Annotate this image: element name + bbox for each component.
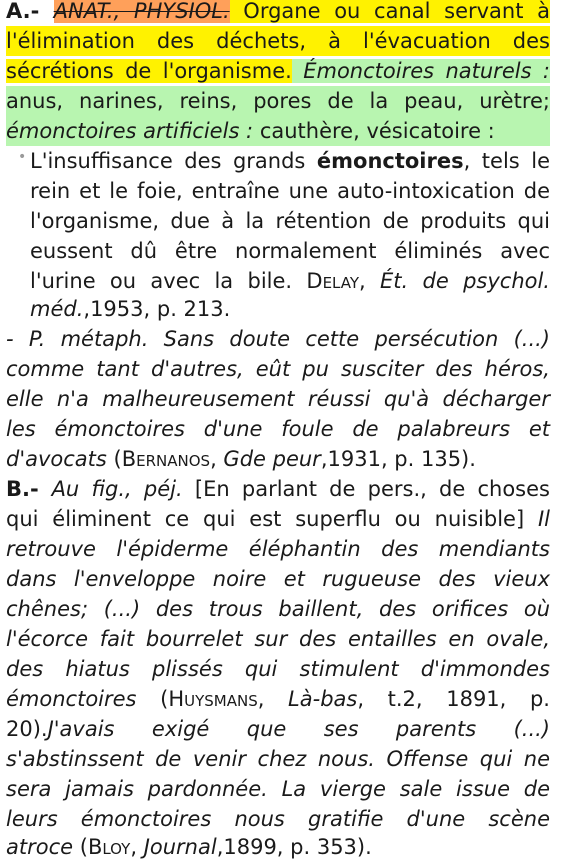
quote-text: comme tant d'autres, eût pu susciter des héros,: [6, 357, 550, 381]
line-10: l'urine ou avec la bile. Delay, Ét. de psychol.: [30, 269, 550, 293]
quote-text: l'écorce fait bourrelet sur des entailles en ovale,: [6, 627, 550, 651]
line-2: [6, 26, 550, 56]
quote-text: les émonctoires d'une foule de palabreurs et: [6, 417, 550, 441]
quote-text: J'avais exigé que ses parents (...): [47, 717, 550, 741]
definition-text: sécrétions de l'organisme.: [6, 59, 292, 83]
quote-text: leurs émonctoires nous gratifie d'une scène: [6, 807, 550, 831]
quote-text: chênes; (...) des trous baillent, des orifices où: [6, 597, 550, 621]
usage-label: Au fig., péj.: [51, 477, 183, 501]
quote-text: d'avocats: [6, 447, 107, 471]
bullet-icon: •: [18, 149, 27, 165]
line-5: [6, 116, 550, 146]
line-9: eussent dû être normalement éliminés avec: [30, 239, 550, 263]
section-b-marker: B.-: [6, 477, 52, 501]
line-11: [30, 294, 550, 324]
line-23: [6, 654, 550, 684]
line-25: [6, 714, 550, 744]
citation-author: Bloy: [87, 835, 131, 859]
quote-text: elle n'a malheureusement réussi qu'à décharger: [6, 387, 550, 411]
quote-text: Il: [537, 507, 550, 531]
citation-ref: ,1931, p. 135).: [320, 447, 476, 471]
quote-text: - P. métaph. Sans doute cette persécution (...): [6, 327, 550, 351]
examples-text: cauthère, vésicatoire :: [253, 119, 495, 143]
line-14: [6, 384, 550, 414]
line-15: [6, 414, 550, 444]
line-4: [6, 86, 550, 116]
citation-title: méd.: [30, 297, 84, 321]
line-7: rein et le foie, entraîne une auto-intoxication de: [30, 179, 550, 203]
citation-title: Journal: [143, 835, 217, 859]
examples-text: anus, narines, reins, pores de la peau, urètre;: [6, 89, 550, 113]
line-27: [6, 774, 550, 804]
definition-text: l'élimination des déchets, à l'évacuation des: [6, 29, 550, 53]
definition-text: qui éliminent ce qui est superflu ou nuisible]: [6, 507, 538, 531]
definition-text: Organe ou canal servant à: [229, 0, 551, 23]
line-6: L'insuffisance des grands émonctoires, tels le: [30, 149, 550, 173]
citation-author: Huysmans: [168, 687, 258, 711]
line-19: [6, 534, 550, 564]
citation-ref: , t.2, 1891, p.: [357, 687, 550, 711]
line-3: [6, 56, 550, 86]
subsense-label: Émonctoires naturels :: [303, 59, 550, 83]
definition-text: [En parlant de pers., de choses: [182, 477, 550, 501]
quote-text: s'abstinssent de venir chez nous. Offense qui ne: [6, 747, 550, 771]
quote-text: atroce: [6, 835, 74, 859]
line-13: [6, 354, 550, 384]
line-28: [6, 804, 550, 834]
citation-title: Gde peur: [223, 447, 321, 471]
citation-ref: ,1899, p. 353).: [216, 835, 372, 859]
line-21: [6, 594, 550, 624]
line-16: d'avocats (Bernanos, Gde peur,1931, p. 135).: [6, 447, 476, 471]
headword-occurrence: émonctoires: [316, 149, 464, 173]
quote-text: retrouve l'épiderme éléphantin des mendiants: [6, 537, 550, 561]
citation-author: Bernanos: [121, 447, 211, 471]
quote-text: dans l'enveloppe noire et rugueuse des vieux: [6, 567, 550, 591]
line-12: [6, 324, 550, 354]
line-20: [6, 564, 550, 594]
line-17: [6, 474, 550, 504]
line-24: émonctoires (Huysmans, Là-bas, t.2, 1891, p.: [6, 687, 550, 711]
section-a-marker: A.-: [6, 0, 54, 23]
citation-author: Delay: [306, 269, 360, 293]
quote-text: des hiatus plissés qui stimulent d'immondes: [6, 657, 550, 681]
line-8: l'organisme, due à la rétention de produits qui: [30, 209, 550, 233]
subsense-label: émonctoires artificiels :: [6, 119, 254, 143]
line-29: atroce (Bloy, Journal,1899, p. 353).: [6, 835, 372, 859]
line-22: [6, 624, 550, 654]
line-18: [6, 504, 550, 534]
citation-title: Ét. de psychol.: [380, 269, 550, 293]
citation-ref: ,1953, p. 213.: [83, 297, 231, 321]
domain-label: ANAT., PHYSIOL.: [53, 0, 230, 23]
line-1: [6, 0, 550, 26]
quote-text: sera jamais pardonnée. La vierge sale issue de: [6, 777, 550, 801]
citation-ref: 20).: [6, 717, 48, 741]
citation-title: Là-bas: [288, 687, 358, 711]
quote-text: émonctoires: [6, 687, 137, 711]
line-26: [6, 744, 550, 774]
